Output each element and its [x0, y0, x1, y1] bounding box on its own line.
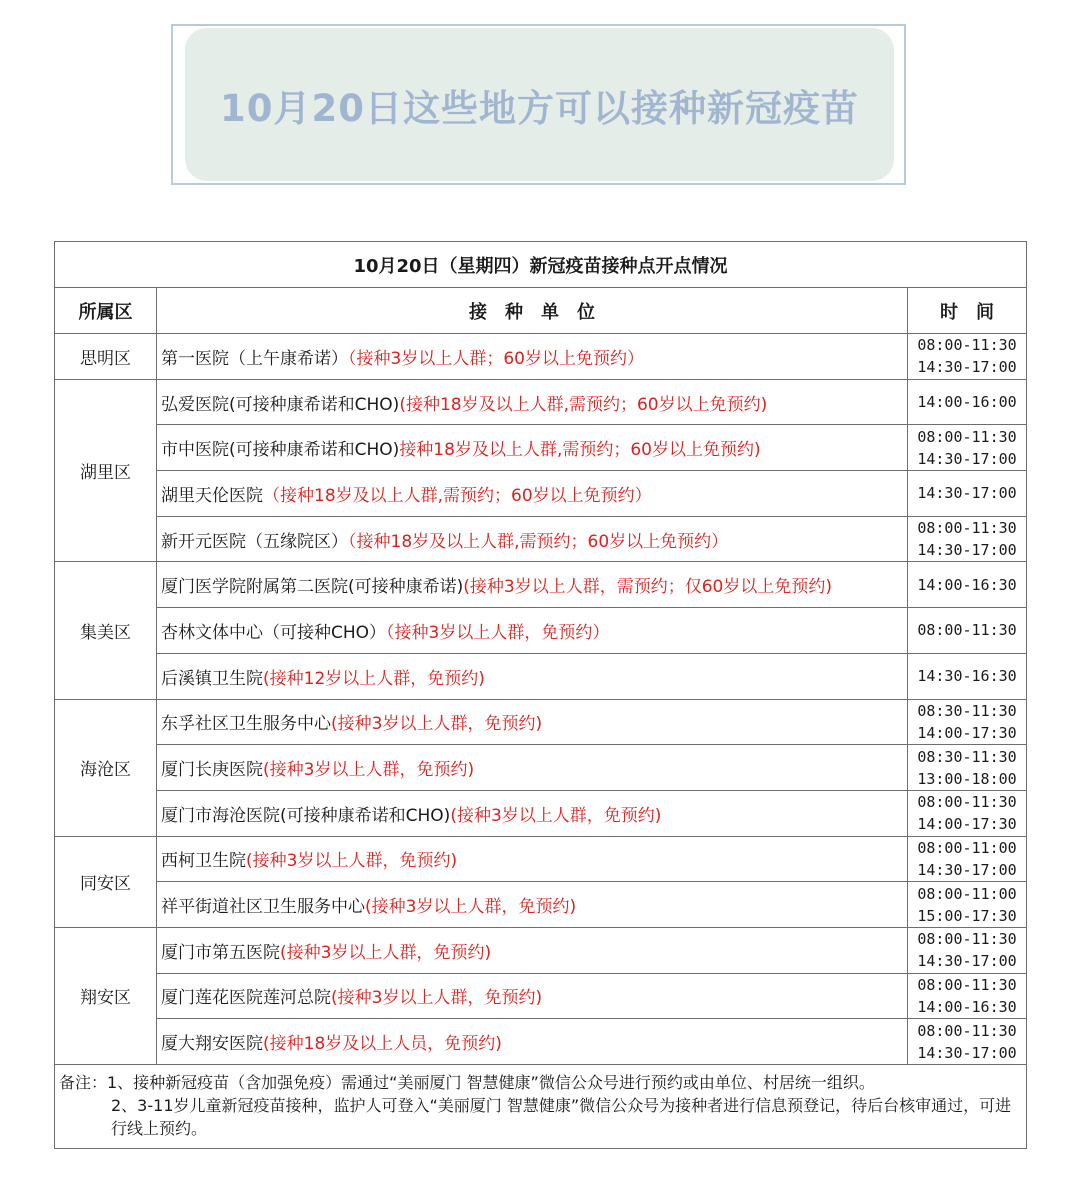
- banner-frame: [171, 24, 906, 185]
- time-cell: [908, 790, 1027, 836]
- eligibility-note: (接种3岁以上人群，免预约): [450, 805, 662, 826]
- district-cell: 翔安区: [55, 927, 157, 1064]
- site-name: 西柯卫生院: [161, 851, 246, 872]
- time-cell: [908, 608, 1027, 654]
- note-1: 备注：1、接种新冠疫苗（含加强免疫）需通过“美丽厦门 智慧健康”微信公众号进行预约或由单位、村居统一组织。: [59, 1073, 875, 1092]
- time-cell: [908, 334, 1027, 380]
- table-row: [55, 608, 1027, 654]
- unit-cell: [157, 516, 908, 562]
- site-name: 厦门市海沧医院(可接种康希诺和CHO): [161, 805, 451, 826]
- unit-cell: [157, 745, 908, 791]
- eligibility-note: (接种18岁及以上人员，免预约): [263, 1034, 502, 1055]
- eligibility-note: （接种3岁以上人群；60岁以上免预约）: [348, 348, 644, 369]
- site-name: 新开元医院（五缘院区）: [161, 531, 348, 552]
- time-cell: [908, 882, 1027, 928]
- table-row: [55, 471, 1027, 517]
- time-cell: [908, 471, 1027, 517]
- time-cell: [908, 562, 1027, 608]
- site-name: 市中医院(可接种康希诺和CHO): [161, 440, 400, 461]
- eligibility-note: (接种18岁及以上人群,需预约；60岁以上免预约): [399, 394, 768, 415]
- time-range: 15:00-17:30: [917, 906, 1017, 925]
- eligibility-note: (接种3岁以上人群，免预约): [280, 942, 492, 963]
- unit-cell: [157, 379, 908, 425]
- time-range: 08:30-11:30: [917, 747, 1017, 766]
- time-cell: [908, 699, 1027, 745]
- time-range: 08:00-11:30: [917, 930, 1017, 949]
- time-cell: [908, 1019, 1027, 1065]
- site-name: 弘爱医院(可接种康希诺和CHO): [161, 394, 400, 415]
- time-range: 14:30-17:00: [917, 1043, 1017, 1062]
- time-cell: [908, 516, 1027, 562]
- time-range: 08:00-11:30: [917, 427, 1017, 446]
- unit-cell: [157, 790, 908, 836]
- time-range: 08:00-11:30: [917, 336, 1017, 355]
- site-name: 厦门医学院附属第二医院(可接种康希诺): [161, 577, 464, 598]
- unit-cell: [157, 882, 908, 928]
- time-range: 14:00-17:30: [917, 723, 1017, 742]
- unit-cell: [157, 973, 908, 1019]
- notes-cell: [55, 1065, 1027, 1149]
- time-range: 08:00-11:30: [917, 793, 1017, 812]
- unit-cell: [157, 836, 908, 882]
- time-range: 08:00-11:30: [917, 1021, 1017, 1040]
- eligibility-note: (接种3岁以上人群，免预约): [331, 714, 543, 735]
- table-row: [55, 927, 1027, 973]
- time-range: 14:30-17:00: [917, 541, 1017, 560]
- time-range: 08:00-11:00: [917, 884, 1017, 903]
- table-row: [55, 562, 1027, 608]
- banner-title: 10月20日这些地方可以接种新冠疫苗: [220, 86, 859, 130]
- table-row: [55, 653, 1027, 699]
- eligibility-note: (接种3岁以上人群，免预约): [246, 851, 458, 872]
- district-cell: 思明区: [55, 334, 157, 380]
- unit-cell: [157, 562, 908, 608]
- table-row: [55, 973, 1027, 1019]
- time-range: 14:30-16:30: [917, 667, 1017, 686]
- vaccination-sites-table: [54, 241, 1027, 1149]
- banner: [185, 28, 894, 181]
- table-row: [55, 334, 1027, 380]
- time-range: 14:00-16:30: [917, 575, 1017, 594]
- eligibility-note: (接种3岁以上人群，免预约): [263, 760, 475, 781]
- site-name: 厦门莲花医院莲河总院: [161, 988, 331, 1009]
- header-time: 时 间: [908, 288, 1027, 334]
- time-cell: [908, 379, 1027, 425]
- time-range: 08:00-11:30: [917, 621, 1017, 640]
- table-row: [55, 836, 1027, 882]
- time-range: 14:30-17:00: [917, 484, 1017, 503]
- site-name: 杏林文体中心（可接种CHO）: [161, 622, 387, 643]
- time-range: 14:30-17:00: [917, 860, 1017, 879]
- site-name: 东孚社区卫生服务中心: [161, 714, 331, 735]
- eligibility-note: (接种12岁以上人群，免预约): [263, 668, 485, 689]
- time-range: 13:00-18:00: [917, 769, 1017, 788]
- time-cell: [908, 425, 1027, 471]
- time-cell: [908, 927, 1027, 973]
- time-range: 14:00-16:30: [917, 997, 1017, 1016]
- time-range: 14:30-17:00: [917, 358, 1017, 377]
- time-range: 14:30-17:00: [917, 449, 1017, 468]
- header-district: 所属区: [55, 288, 157, 334]
- site-name: 祥平街道社区卫生服务中心: [161, 897, 365, 918]
- site-name: 后溪镇卫生院: [161, 668, 263, 689]
- table-row: [55, 882, 1027, 928]
- table-row: [55, 516, 1027, 562]
- time-range: 08:00-11:00: [917, 838, 1017, 857]
- eligibility-note: （接种18岁及以上人群,需预约；60岁以上免预约）: [263, 485, 652, 506]
- eligibility-note: (接种3岁以上人群，免预约): [331, 988, 543, 1009]
- district-cell: 海沧区: [55, 699, 157, 836]
- table-row: [55, 790, 1027, 836]
- eligibility-note: (接种3岁以上人群，需预约；仅60岁以上免预约): [463, 577, 832, 598]
- table-body: [55, 334, 1027, 1065]
- time-range: 14:00-17:30: [917, 815, 1017, 834]
- header-unit: 接 种 单 位: [157, 288, 908, 334]
- unit-cell: [157, 1019, 908, 1065]
- time-cell: [908, 973, 1027, 1019]
- unit-cell: [157, 334, 908, 380]
- time-cell: [908, 745, 1027, 791]
- time-range: 14:00-16:00: [917, 393, 1017, 412]
- unit-cell: [157, 471, 908, 517]
- site-name: 厦门长庚医院: [161, 760, 263, 781]
- table-row: [55, 745, 1027, 791]
- eligibility-note: （接种18岁及以上人群,需预约；60岁以上免预约）: [348, 531, 729, 552]
- site-name: 厦门市第五医院: [161, 942, 280, 963]
- district-cell: 湖里区: [55, 379, 157, 562]
- eligibility-note: (接种3岁以上人群，免预约): [365, 897, 577, 918]
- district-cell: 同安区: [55, 836, 157, 927]
- table-row: [55, 425, 1027, 471]
- site-name: 湖里天伦医院: [161, 485, 263, 506]
- eligibility-note: 接种18岁及以上人群,需预约；60岁以上免预约): [399, 440, 761, 461]
- site-name: 厦大翔安医院: [161, 1034, 263, 1055]
- table-title: 10月20日（星期四）新冠疫苗接种点开点情况: [55, 242, 1027, 288]
- unit-cell: [157, 425, 908, 471]
- time-range: 14:30-17:00: [917, 952, 1017, 971]
- eligibility-note: （接种3岁以上人群，免预约）: [386, 622, 610, 643]
- unit-cell: [157, 927, 908, 973]
- time-cell: [908, 836, 1027, 882]
- table-row: [55, 699, 1027, 745]
- unit-cell: [157, 699, 908, 745]
- unit-cell: [157, 608, 908, 654]
- table-row: [55, 379, 1027, 425]
- time-cell: [908, 653, 1027, 699]
- note-2: 2、3-11岁儿童新冠疫苗接种，监护人可登入“美丽厦门 智慧健康”微信公众号为接种者进行信息预登记，待后台核审通过，可进行线上预约。: [111, 1096, 1012, 1138]
- time-range: 08:30-11:30: [917, 701, 1017, 720]
- time-range: 08:00-11:30: [917, 519, 1017, 538]
- unit-cell: [157, 653, 908, 699]
- time-range: 08:00-11:30: [917, 975, 1017, 994]
- table-row: [55, 1019, 1027, 1065]
- district-cell: 集美区: [55, 562, 157, 699]
- site-name: 第一医院（上午康希诺）: [161, 348, 348, 369]
